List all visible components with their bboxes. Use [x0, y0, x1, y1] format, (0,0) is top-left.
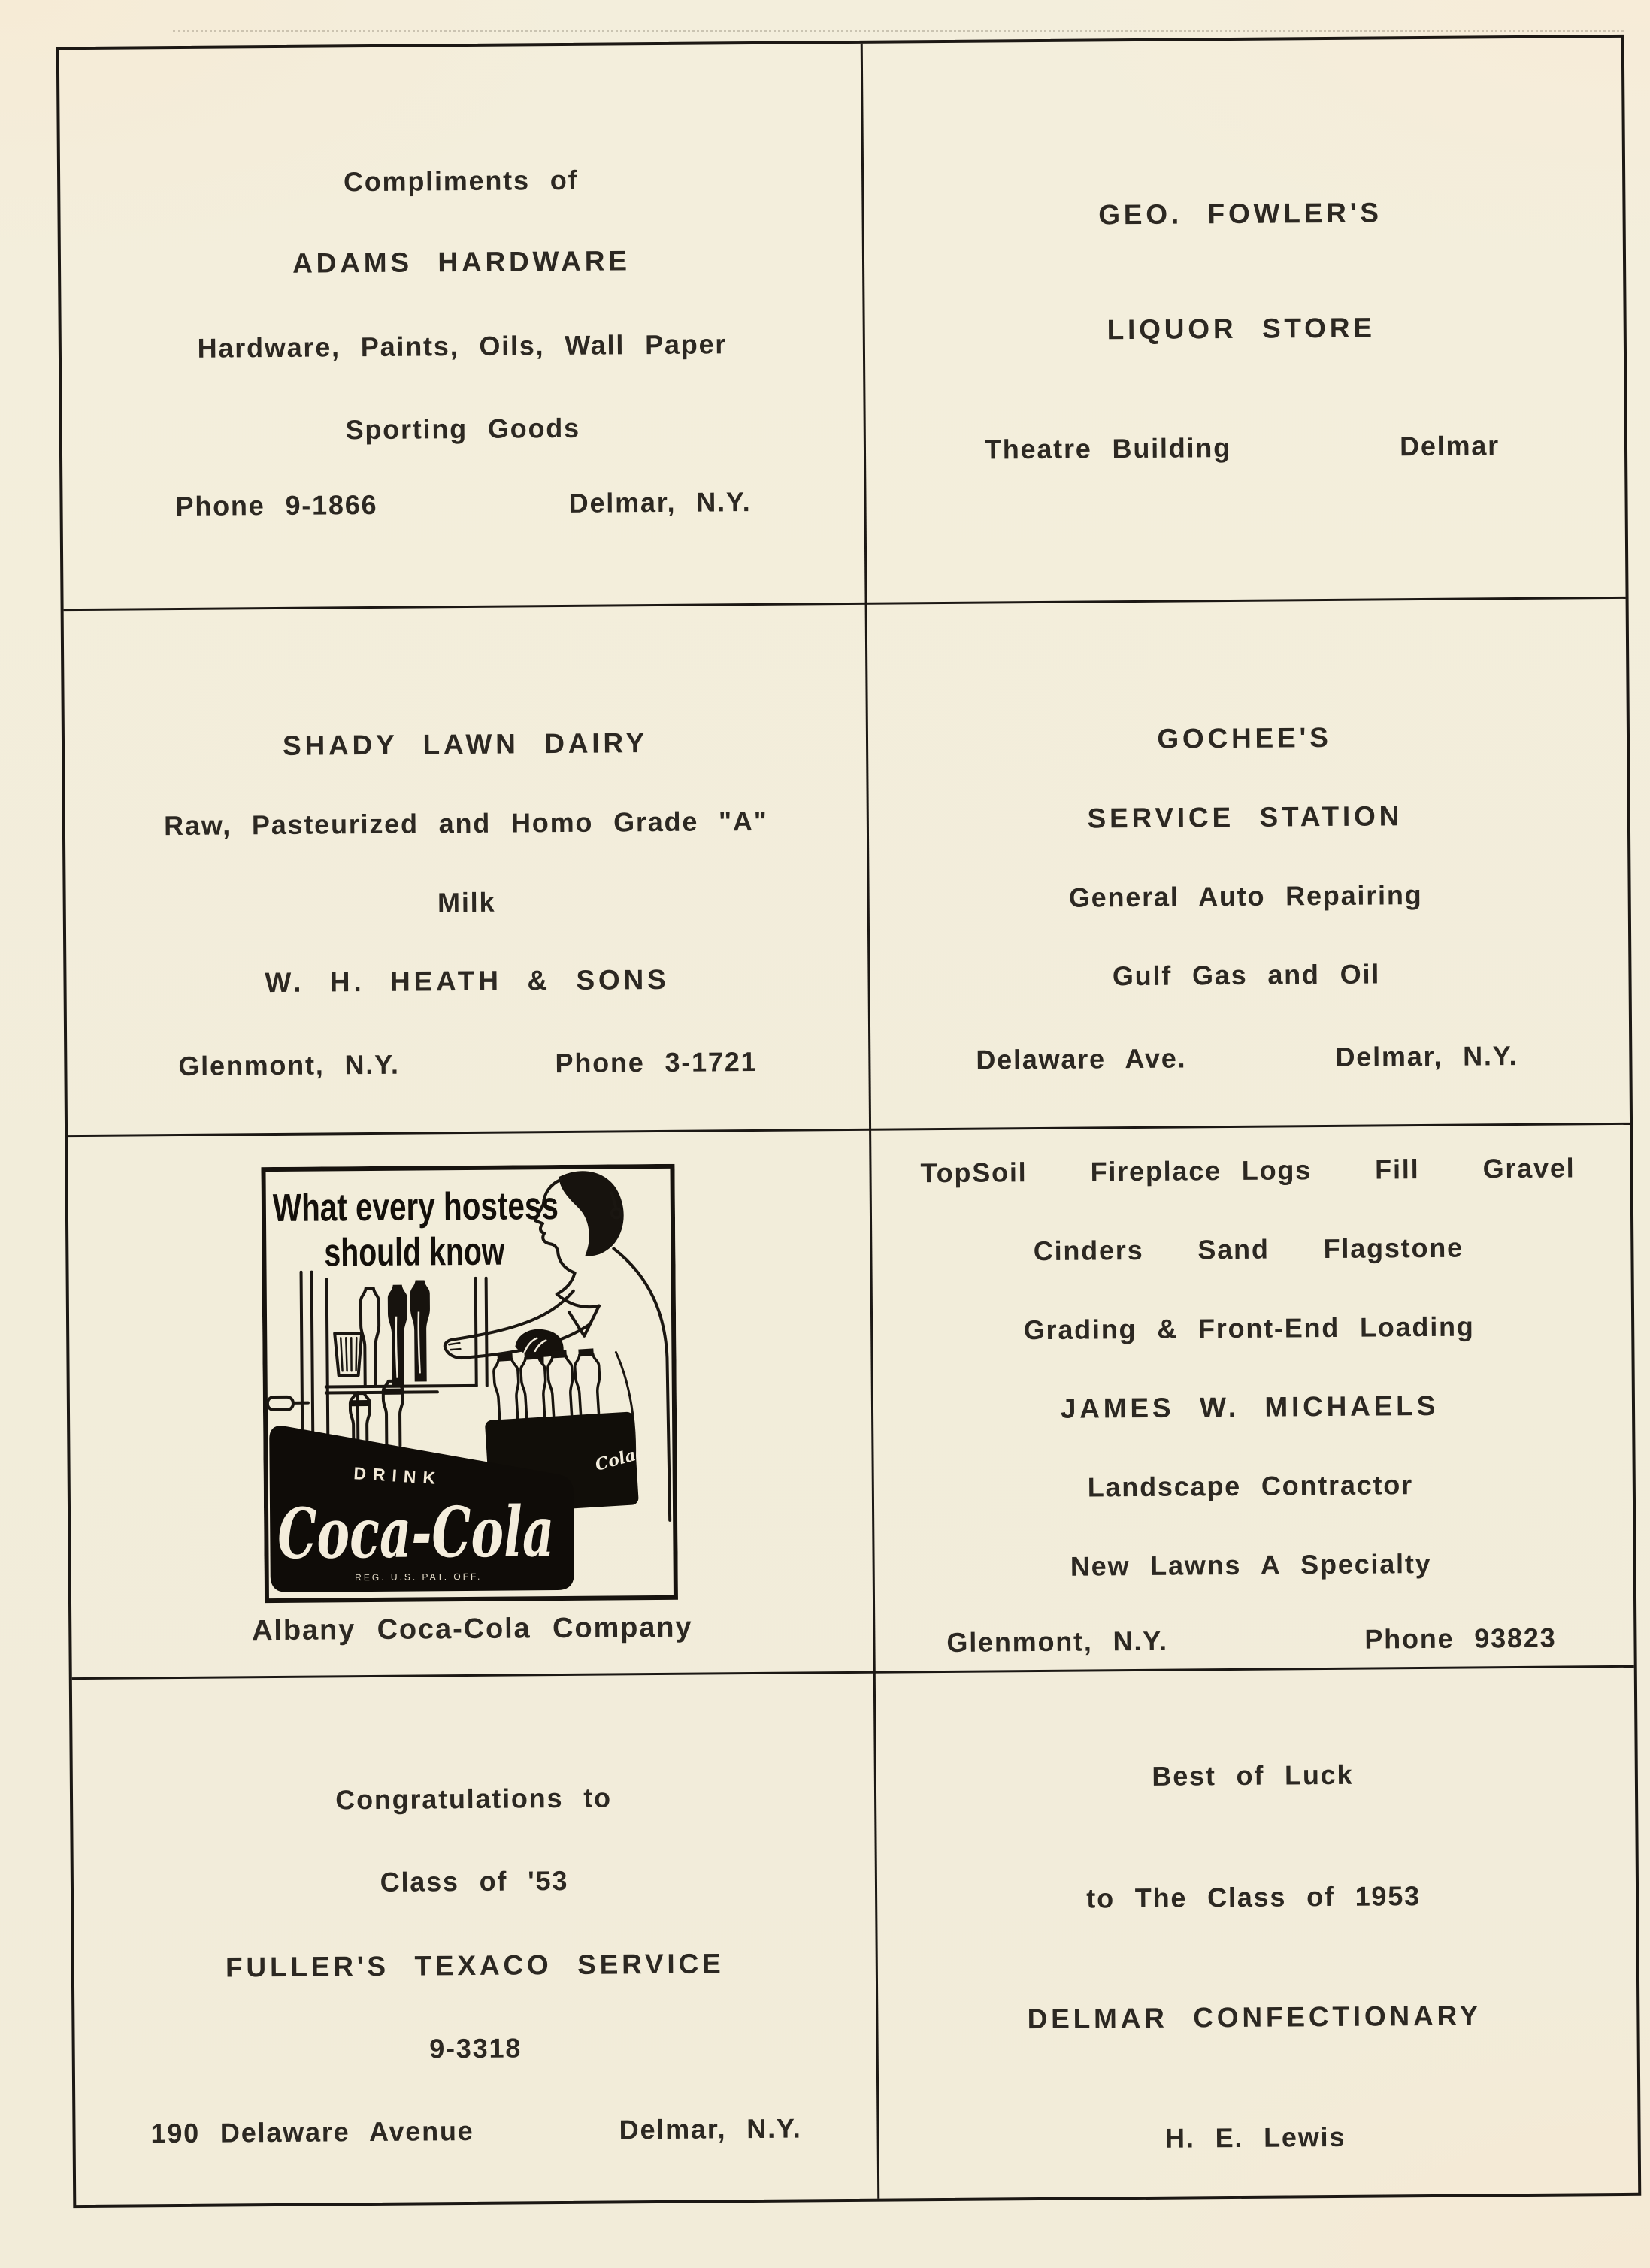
business-name: LIQUOR STORE: [1107, 312, 1376, 346]
address: Delmar, N.Y.: [1335, 1040, 1518, 1072]
address: Theatre Building: [984, 431, 1232, 465]
ad-gochees-service-station: [867, 597, 1624, 1129]
ad-footer: [866, 428, 1618, 468]
ad-tagline: Best of Luck: [1152, 1758, 1354, 1792]
ad-tagline: Congratulations to: [335, 1782, 612, 1816]
ad-delmar-confectionary: [876, 1665, 1632, 2193]
product-item: Cinders: [1033, 1234, 1144, 1267]
ad-tagline: to The Class of 1953: [1086, 1880, 1421, 1914]
ad-services: General Auto Repairing: [1068, 878, 1423, 913]
ad-tagline: Class of '53: [380, 1864, 569, 1898]
business-name: DELMAR CONFECTIONARY: [1027, 2000, 1482, 2035]
ad-footer: [75, 2111, 876, 2152]
ad-services: Grading & Front-End Loading: [1023, 1311, 1475, 1346]
ad-tagline: New Lawns A Specialty: [1070, 1547, 1432, 1582]
address: Glenmont, N.Y.: [178, 1048, 400, 1081]
business-name: SHADY LAWN DAIRY: [282, 727, 649, 761]
carton-logo-script: Cola: [592, 1445, 638, 1475]
ad-fullers-texaco: [72, 1671, 877, 2199]
ad-geo-fowlers-liquor: [863, 38, 1620, 603]
sign-drink-label: DRINK: [353, 1463, 443, 1489]
business-owner: H. E. Lewis: [1164, 2121, 1346, 2154]
sign-coca-cola-logo: Coca-Cola: [277, 1489, 668, 1574]
headline-line-1: What every hostess: [272, 1184, 640, 1231]
business-name: ADAMS HARDWARE: [292, 245, 631, 279]
ad-services: Landscape Contractor: [1087, 1469, 1414, 1503]
ad-footer: [875, 1620, 1627, 1661]
headline-line-2: should know: [324, 1229, 564, 1275]
phone-number: Phone 93823: [1364, 1622, 1557, 1655]
ad-services: Hardware, Paints, Oils, Wall Paper: [197, 328, 728, 364]
coca-cola-ad-illustration: [261, 1164, 678, 1607]
sign-registered-mark: REG. U.S. PAT. OFF.: [355, 1571, 483, 1583]
scan-ghost-line: [173, 30, 1624, 32]
product-item: Sand: [1197, 1233, 1270, 1266]
business-owner: W. H. HEATH & SONS: [265, 963, 670, 999]
ad-footer: [62, 484, 864, 525]
ad-footer: [67, 1044, 868, 1084]
phone-number: 9-3318: [429, 2032, 522, 2064]
product-item: Flagstone: [1323, 1232, 1464, 1265]
ad-services: Gulf Gas and Oil: [1112, 958, 1381, 992]
product-item: Gravel: [1482, 1152, 1576, 1184]
product-item: TopSoil: [920, 1157, 1028, 1189]
address: Delmar, N.Y.: [568, 485, 752, 519]
product-item: Fill: [1375, 1154, 1420, 1185]
business-name: SERVICE STATION: [1087, 800, 1403, 834]
business-name: FULLER'S TEXACO SERVICE: [225, 1948, 725, 1983]
ad-james-michaels: [871, 1123, 1628, 1671]
address: Delmar: [1399, 430, 1500, 462]
ad-coca-cola: [68, 1129, 873, 1677]
ad-products-row: [871, 1151, 1624, 1191]
ad-adams-hardware: [59, 44, 865, 609]
ads-table: [56, 35, 1642, 2208]
business-name: GOCHEE'S: [1157, 721, 1332, 754]
phone-number: Phone 3-1721: [555, 1045, 758, 1079]
business-name: GEO. FOWLER'S: [1098, 197, 1382, 231]
ad-products-row: [872, 1229, 1624, 1270]
address: Glenmont, N.Y.: [946, 1625, 1168, 1658]
address: 190 Delaware Avenue: [150, 2115, 474, 2149]
cola-bottles-icon: [388, 1280, 431, 1386]
ad-services: Sporting Goods: [345, 412, 581, 446]
address: Delmar, N.Y.: [619, 2112, 802, 2146]
phone-number: Phone 9-1866: [175, 488, 378, 522]
ad-headline: [272, 1184, 640, 1275]
business-name: JAMES W. MICHAELS: [1060, 1390, 1440, 1424]
ad-services: Milk: [437, 886, 496, 918]
ad-sponsor-caption: Albany Coca-Cola Company: [251, 1611, 693, 1647]
ad-tagline: Compliments of: [343, 164, 579, 198]
product-item: Fireplace Logs: [1090, 1154, 1312, 1187]
address: Delaware Ave.: [976, 1042, 1187, 1075]
ad-services: Raw, Pasteurized and Homo Grade "A": [163, 805, 768, 842]
ad-footer: [870, 1038, 1623, 1078]
ad-shady-lawn-dairy: [64, 603, 869, 1135]
